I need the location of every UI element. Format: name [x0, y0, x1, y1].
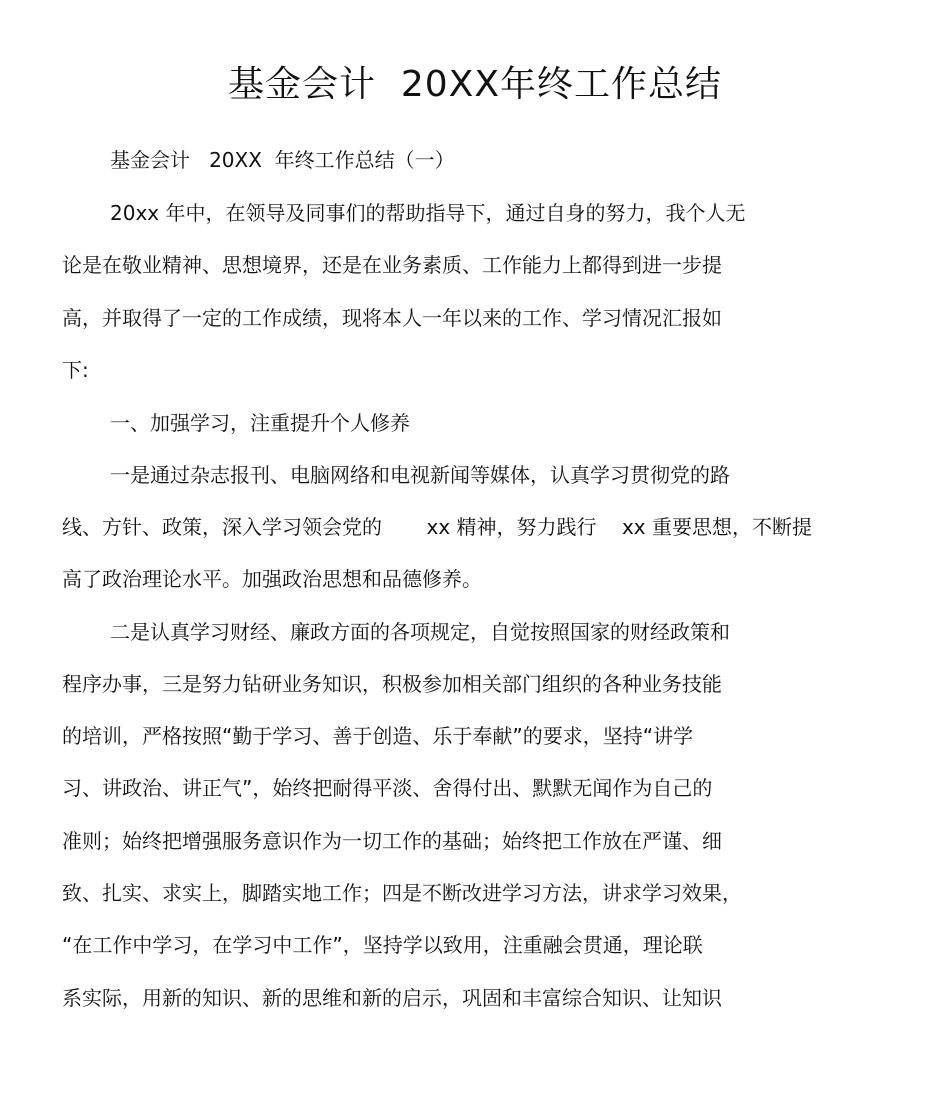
paragraph-line: 论是在敬业精神、思想境界，还是在业务素质、工作能力上都得到进一步提 [62, 253, 722, 277]
paragraph-line: 的培训，严格按照“勤于学习、善于创造、乐于奉献”的要求，坚持“讲学 [62, 724, 694, 748]
paragraph-line: 下: [62, 358, 89, 382]
document-title: 基金会计 20XX年终工作总结 [227, 64, 723, 105]
paragraph-line: 二是认真学习财经、廉政方面的各项规定，自觉按照国家的财经政策和 [110, 620, 730, 644]
subsection-heading: 一、加强学习，注重提升个人修养 [110, 411, 410, 435]
section-heading: 基金会计 20XX 年终工作总结（一） [110, 148, 455, 172]
paragraph-line: 线、方针、政策，深入学习领会党的 xx 精神，努力践行 xx 重要思想，不断提 [62, 515, 812, 539]
paragraph-line: 准则；始终把增强服务意识作为一切工作的基础；始终把工作放在严谨、细 [62, 829, 722, 853]
paragraph-line: 致、扎实、求实上，脚踏实地工作；四是不断改进学习方法，讲求学习效果， [62, 881, 742, 905]
paragraph-line: 系实际，用新的知识、新的思维和新的启示，巩固和丰富综合知识、让知识 [62, 986, 722, 1010]
paragraph-line: 习、讲政治、讲正气”，始终把耐得平淡、舍得付出、默默无闻作为自己的 [62, 776, 713, 800]
paragraph-line: “在工作中学习，在学习中工作”，坚持学以致用，注重融会贯通，理论联 [62, 933, 703, 957]
paragraph-line: 高了政治理论水平。加强政治思想和品德修养。 [62, 567, 482, 591]
paragraph-line: 程序办事，三是努力钻研业务知识，积极参加相关部门组织的各种业务技能 [62, 672, 722, 696]
paragraph-line: 20xx 年中，在领导及同事们的帮助指导下，通过自身的努力，我个人无 [110, 201, 746, 225]
paragraph-line: 高，并取得了一定的工作成绩，现将本人一年以来的工作、学习情况汇报如 [62, 306, 722, 330]
paragraph-line: 一是通过杂志报刊、电脑网络和电视新闻等媒体，认真学习贯彻党的路 [110, 463, 730, 487]
